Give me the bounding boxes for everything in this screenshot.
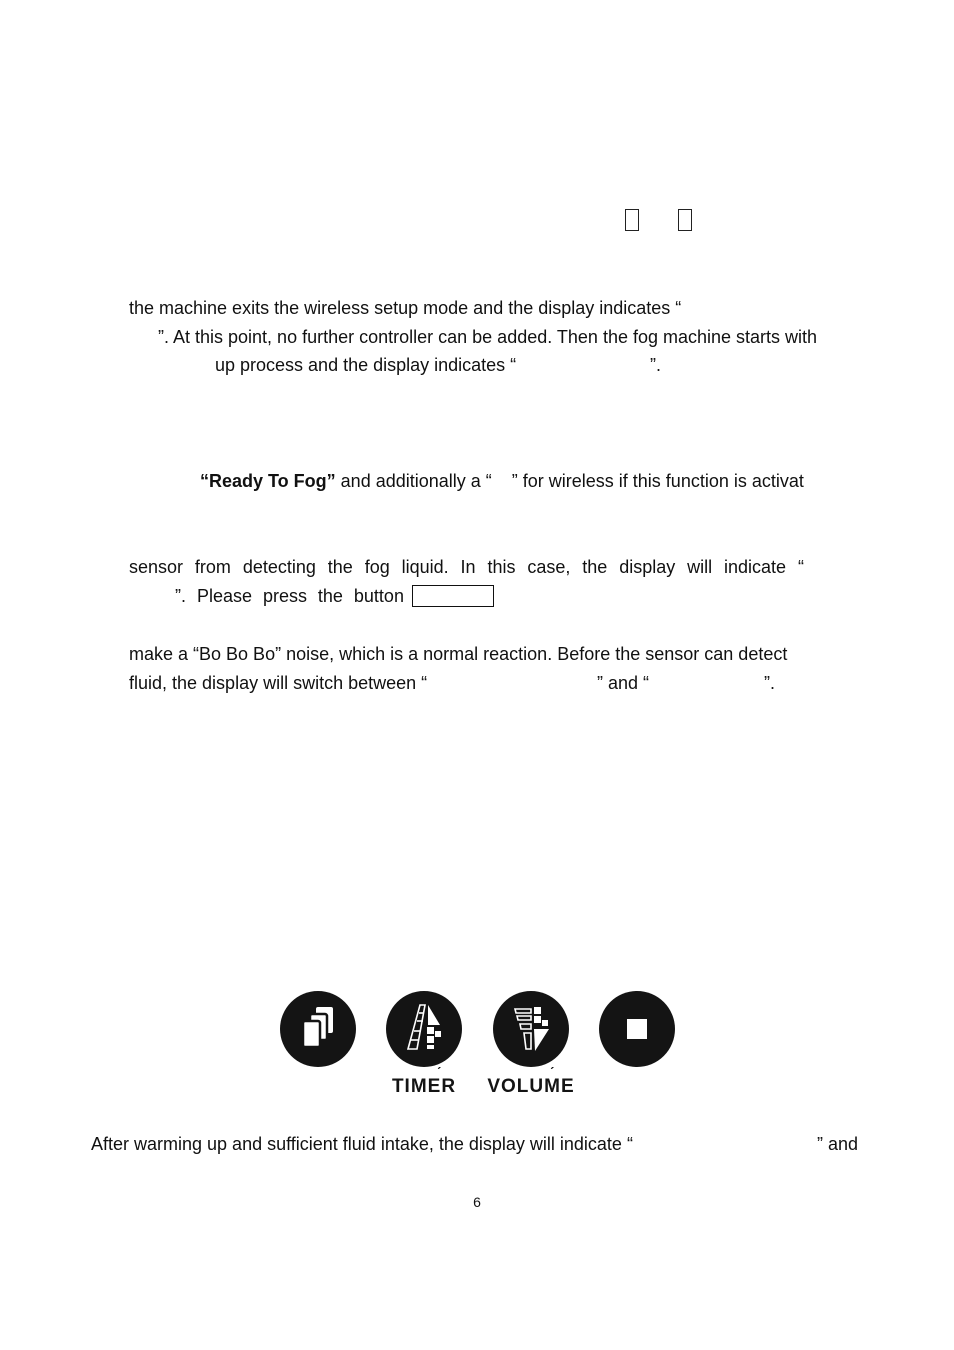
- sensor-line-2: [175, 585, 404, 607]
- sensor-line-1: [129, 556, 804, 578]
- word: will: [687, 557, 713, 577]
- stop-button[interactable]: [599, 991, 675, 1067]
- word: indicate: [724, 557, 787, 577]
- wireless-line-1: the machine exits the wireless setup mode and the display indicates “: [129, 298, 682, 318]
- word: from: [194, 557, 231, 577]
- word: display: [619, 557, 676, 577]
- timer-accent-mark: ˊ: [437, 1064, 442, 1080]
- noise-line-2b: ” and “: [597, 673, 650, 693]
- word: case,: [527, 557, 571, 577]
- page-number: 6: [473, 1194, 481, 1210]
- timer-icon: [386, 991, 462, 1067]
- word: In: [460, 557, 476, 577]
- word: liquid.: [401, 557, 449, 577]
- wireless-line-2: ”. At this point, no further controller can be added. Then the fog machine starts with: [158, 327, 818, 347]
- word: the: [317, 586, 343, 606]
- word: Please: [196, 586, 252, 606]
- word: the: [582, 557, 608, 577]
- word: fog: [364, 557, 390, 577]
- word: sensor: [129, 557, 184, 577]
- ready-to-fog-line: [200, 470, 804, 492]
- wireless-line-3: up process and the display indicates “: [215, 355, 517, 375]
- ready-to-fog-rest: and additionally a “ ” for wireless if this function is activat: [335, 471, 804, 491]
- copy-button[interactable]: [280, 991, 356, 1067]
- word: button: [353, 586, 404, 606]
- after-warming-line: After warming up and sufficient fluid intake, the display will indicate “: [91, 1134, 633, 1154]
- noise-line-2c: ”.: [764, 673, 775, 693]
- noise-line-1: make a “Bo Bo Bo” noise, which is a normal reaction. Before the sensor can detect: [129, 644, 788, 664]
- stop-icon: [599, 991, 675, 1067]
- missing-glyph-box-1: [625, 209, 639, 231]
- word: the: [327, 557, 353, 577]
- ready-to-fog-bold: “Ready To Fog”: [200, 471, 336, 491]
- timer-button[interactable]: [386, 991, 462, 1067]
- after-warming-end: ” and: [817, 1134, 859, 1154]
- word: ”.: [175, 586, 186, 606]
- word: press: [262, 586, 307, 606]
- word: detecting: [242, 557, 316, 577]
- button-placeholder-box: [412, 585, 494, 607]
- missing-glyph-box-2: [678, 209, 692, 231]
- copy-icon: [280, 991, 356, 1067]
- timer-caption: TIMER: [391, 1076, 457, 1097]
- wireless-line-3-end: ”.: [650, 355, 661, 375]
- word: this: [487, 557, 516, 577]
- volume-button[interactable]: [493, 991, 569, 1067]
- volume-caption: VOLUME: [487, 1076, 575, 1097]
- noise-line-2a: fluid, the display will switch between “: [129, 673, 428, 693]
- volume-icon: [493, 991, 569, 1067]
- volume-accent-mark: ˊ: [550, 1064, 555, 1080]
- word: “: [797, 557, 804, 577]
